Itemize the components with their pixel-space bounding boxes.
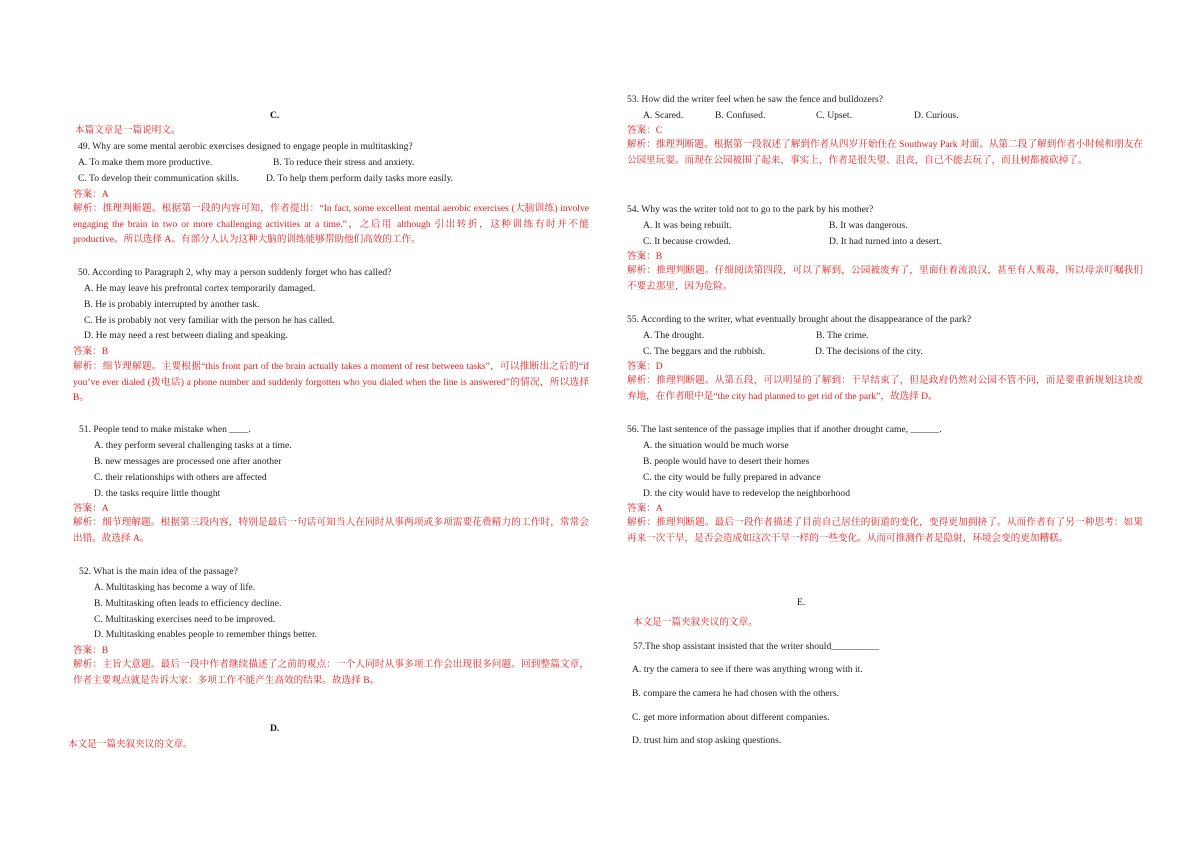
q51-option-c: C. their relationships with others are affected (94, 472, 267, 483)
q52-explanation: 解析：主旨大意题。最后一段中作者继续描述了之前的观点：一个人同时从事多项工作会出现很多问题。回到整篇文章，作者主要观点就是告诉大家：多项工作不能产生高效的结果。故选择 B。 (73, 659, 589, 686)
q56-explanation: 解析：推理判断题。最后一段作者描述了目前自己居住的街道的变化，变得更加拥挤了。从而作者有了另一种思考：如果再来一次干旱，是否会造成如这次干旱一样的一些变化。从而可推测作者是隐射，环境会变的更加糟糕。 (627, 517, 1143, 544)
q55-option-b: B. The crime. (816, 330, 869, 341)
q50-option-b: B. He is probably interrupted by another task. (84, 299, 260, 310)
q51-option-d: D. the tasks require little thought (94, 488, 221, 499)
q56-option-c: C. the city would be fully prepared in advance (643, 472, 821, 483)
q54-option-b: B. It was dangerous. (829, 220, 908, 231)
q54-option-d: D. It had turned into a desert. (829, 236, 942, 247)
q52-answer: 答案：B (73, 645, 109, 656)
q55-option-c: C. The beggars and the rubbish. (643, 346, 766, 357)
q52-option-a: A. Multitasking has become a way of life. (94, 582, 256, 593)
q50-option-a: A. He may leave his prefrontal cortex temporarily damaged. (84, 283, 316, 294)
q54-answer: 答案：B (627, 251, 663, 262)
q50-answer: 答案：B (73, 346, 109, 357)
q49-option-b: B. To reduce their stress and anxiety. (273, 157, 415, 168)
q57-option-a: A. try the camera to see if there was anything wrong with it. (632, 664, 863, 675)
q54-option-a: A. It was being rebuilt. (643, 220, 732, 231)
q51-explanation: 解析：细节理解题。根据第三段内容，特别是最后一句话可知当人在同时从事两项或多项需要花费精力的工作时，常常会出错。故选择 A。 (73, 517, 589, 544)
section-d-heading: D. (270, 723, 280, 734)
q55-question: 55. According to the writer, what eventually brought about the disappearance of the park? (627, 314, 972, 325)
q49-answer: 答案：A (73, 189, 109, 200)
q49-option-c: C. To develop their communication skills. (78, 173, 239, 184)
q50-option-d: D. He may need a rest between dialing and speaking. (84, 330, 288, 341)
section-c-intro: 本篇文章是一篇说明文。 (75, 125, 181, 136)
section-e-intro: 本文是一篇夹叙夹议的文章。 (633, 617, 758, 628)
q49-explanation: 解析：推理判断题。根据第一段的内容可知，作者提出：“In fact, some excellent mental aerobic exercises (大脑训练) involve engaging the brain in two or more challenging activities at a time.”，之后用 although 引出转折，这种训练有时并不能 productive。所以选择 A。有部分人认为这种大脑的训练能够帮助他们高效的工作。 (73, 203, 589, 246)
q55-explanation: 解析：推理判断题。从第五段，可以明显的了解到：干旱结束了，但是政府仍然对公园不管不问，而是要重新规划这块废弃地，在作者眼中是“the city had planned to get rid of the park”，故选择 D。 (627, 375, 1143, 402)
q51-answer: 答案：A (73, 503, 109, 514)
q57-option-c: C. get more information about different companies. (632, 712, 830, 723)
q52-question: 52. What is the main idea of the passage? (79, 566, 238, 577)
q56-option-d: D. the city would have to redevelop the neighborhood (643, 488, 851, 499)
section-e-heading: E. (797, 597, 806, 608)
q54-explanation: 解析：推理判断题。仔细阅读第四段，可以了解到，公园被废弃了，里面住着流浪汉，甚至有人贩毒，所以母亲叮嘱我们不要去那里，因为危险。 (627, 265, 1143, 292)
q53-answer: 答案：C (627, 125, 663, 136)
q50-question: 50. According to Paragraph 2, why may a person suddenly forget who has called? (78, 267, 392, 278)
section-d-intro: 本文是一篇夹叙夹议的文章。 (68, 739, 193, 750)
q56-option-a: A. the situation would be much worse (643, 440, 789, 451)
q57-question: 57.The shop assistant insisted that the writer should__________ (633, 641, 880, 652)
q52-option-b: B. Multitasking often leads to efficiency decline. (94, 598, 282, 609)
q51-option-b: B. new messages are processed one after another (94, 456, 282, 467)
q53-option-a: A. Scared. (643, 110, 684, 121)
q52-option-d: D. Multitasking enables people to remember things better. (94, 629, 318, 640)
q52-option-c: C. Multitasking exercises need to be improved. (94, 614, 276, 625)
q55-option-d: D. The decisions of the city. (815, 346, 923, 357)
q49-option-a: A. To make them more productive. (78, 157, 213, 168)
q54-question: 54. Why was the writer told not to go to the park by his mother? (627, 204, 874, 215)
q55-answer: 答案：D (627, 361, 663, 372)
q49-option-d: D. To help them perform daily tasks more easily. (266, 173, 454, 184)
q53-option-b: B. Confused. (715, 110, 766, 121)
q50-explanation: 解析：细节理解题。主要根据“this front part of the brain actually takes a moment of rest between tasks”，可以推断出之后的“if you’ve ever dialed (拨电话) a phone number and suddenly forgotten who you dialed when the line is answered”的情况，所以选择 B。 (73, 361, 589, 404)
q49-question: 49. Why are some mental aerobic exercises designed to engage people in multitasking? (78, 141, 413, 152)
q56-option-b: B. people would have to desert their homes (643, 456, 810, 467)
q56-question: 56. The last sentence of the passage implies that if another drought came, ______. (627, 424, 942, 435)
q53-option-d: D. Curious. (914, 110, 959, 121)
q51-question: 51. People tend to make mistake when ____. (79, 424, 251, 435)
q53-explanation: 解析：推理判断题。根据第一段叙述了解到作者从四岁开始住在 Southway Park 对面。从第二段了解到作者小时候和朋友在公园里玩耍。而现在公园被围了起来，事实上，作者是很失望、沮丧，自己不能去玩了，而且树都被砍掉了。 (627, 139, 1143, 166)
q54-option-c: C. It because crowded. (643, 236, 731, 247)
section-c-heading: C. (270, 110, 280, 121)
q53-question: 53. How did the writer feel when he saw the fence and bulldozers? (627, 94, 884, 105)
q51-option-a: A. they perform several challenging tasks at a time. (94, 440, 292, 451)
q50-option-c: C. He is probably not very familiar with the person he has called. (84, 315, 335, 326)
q57-option-b: B. compare the camera he had chosen with the others. (632, 688, 839, 699)
q53-option-c: C. Upset. (816, 110, 852, 121)
q55-option-a: A. The drought. (643, 330, 705, 341)
q57-option-d: D. trust him and stop asking questions. (632, 735, 782, 746)
q56-answer: 答案：A (627, 503, 663, 514)
